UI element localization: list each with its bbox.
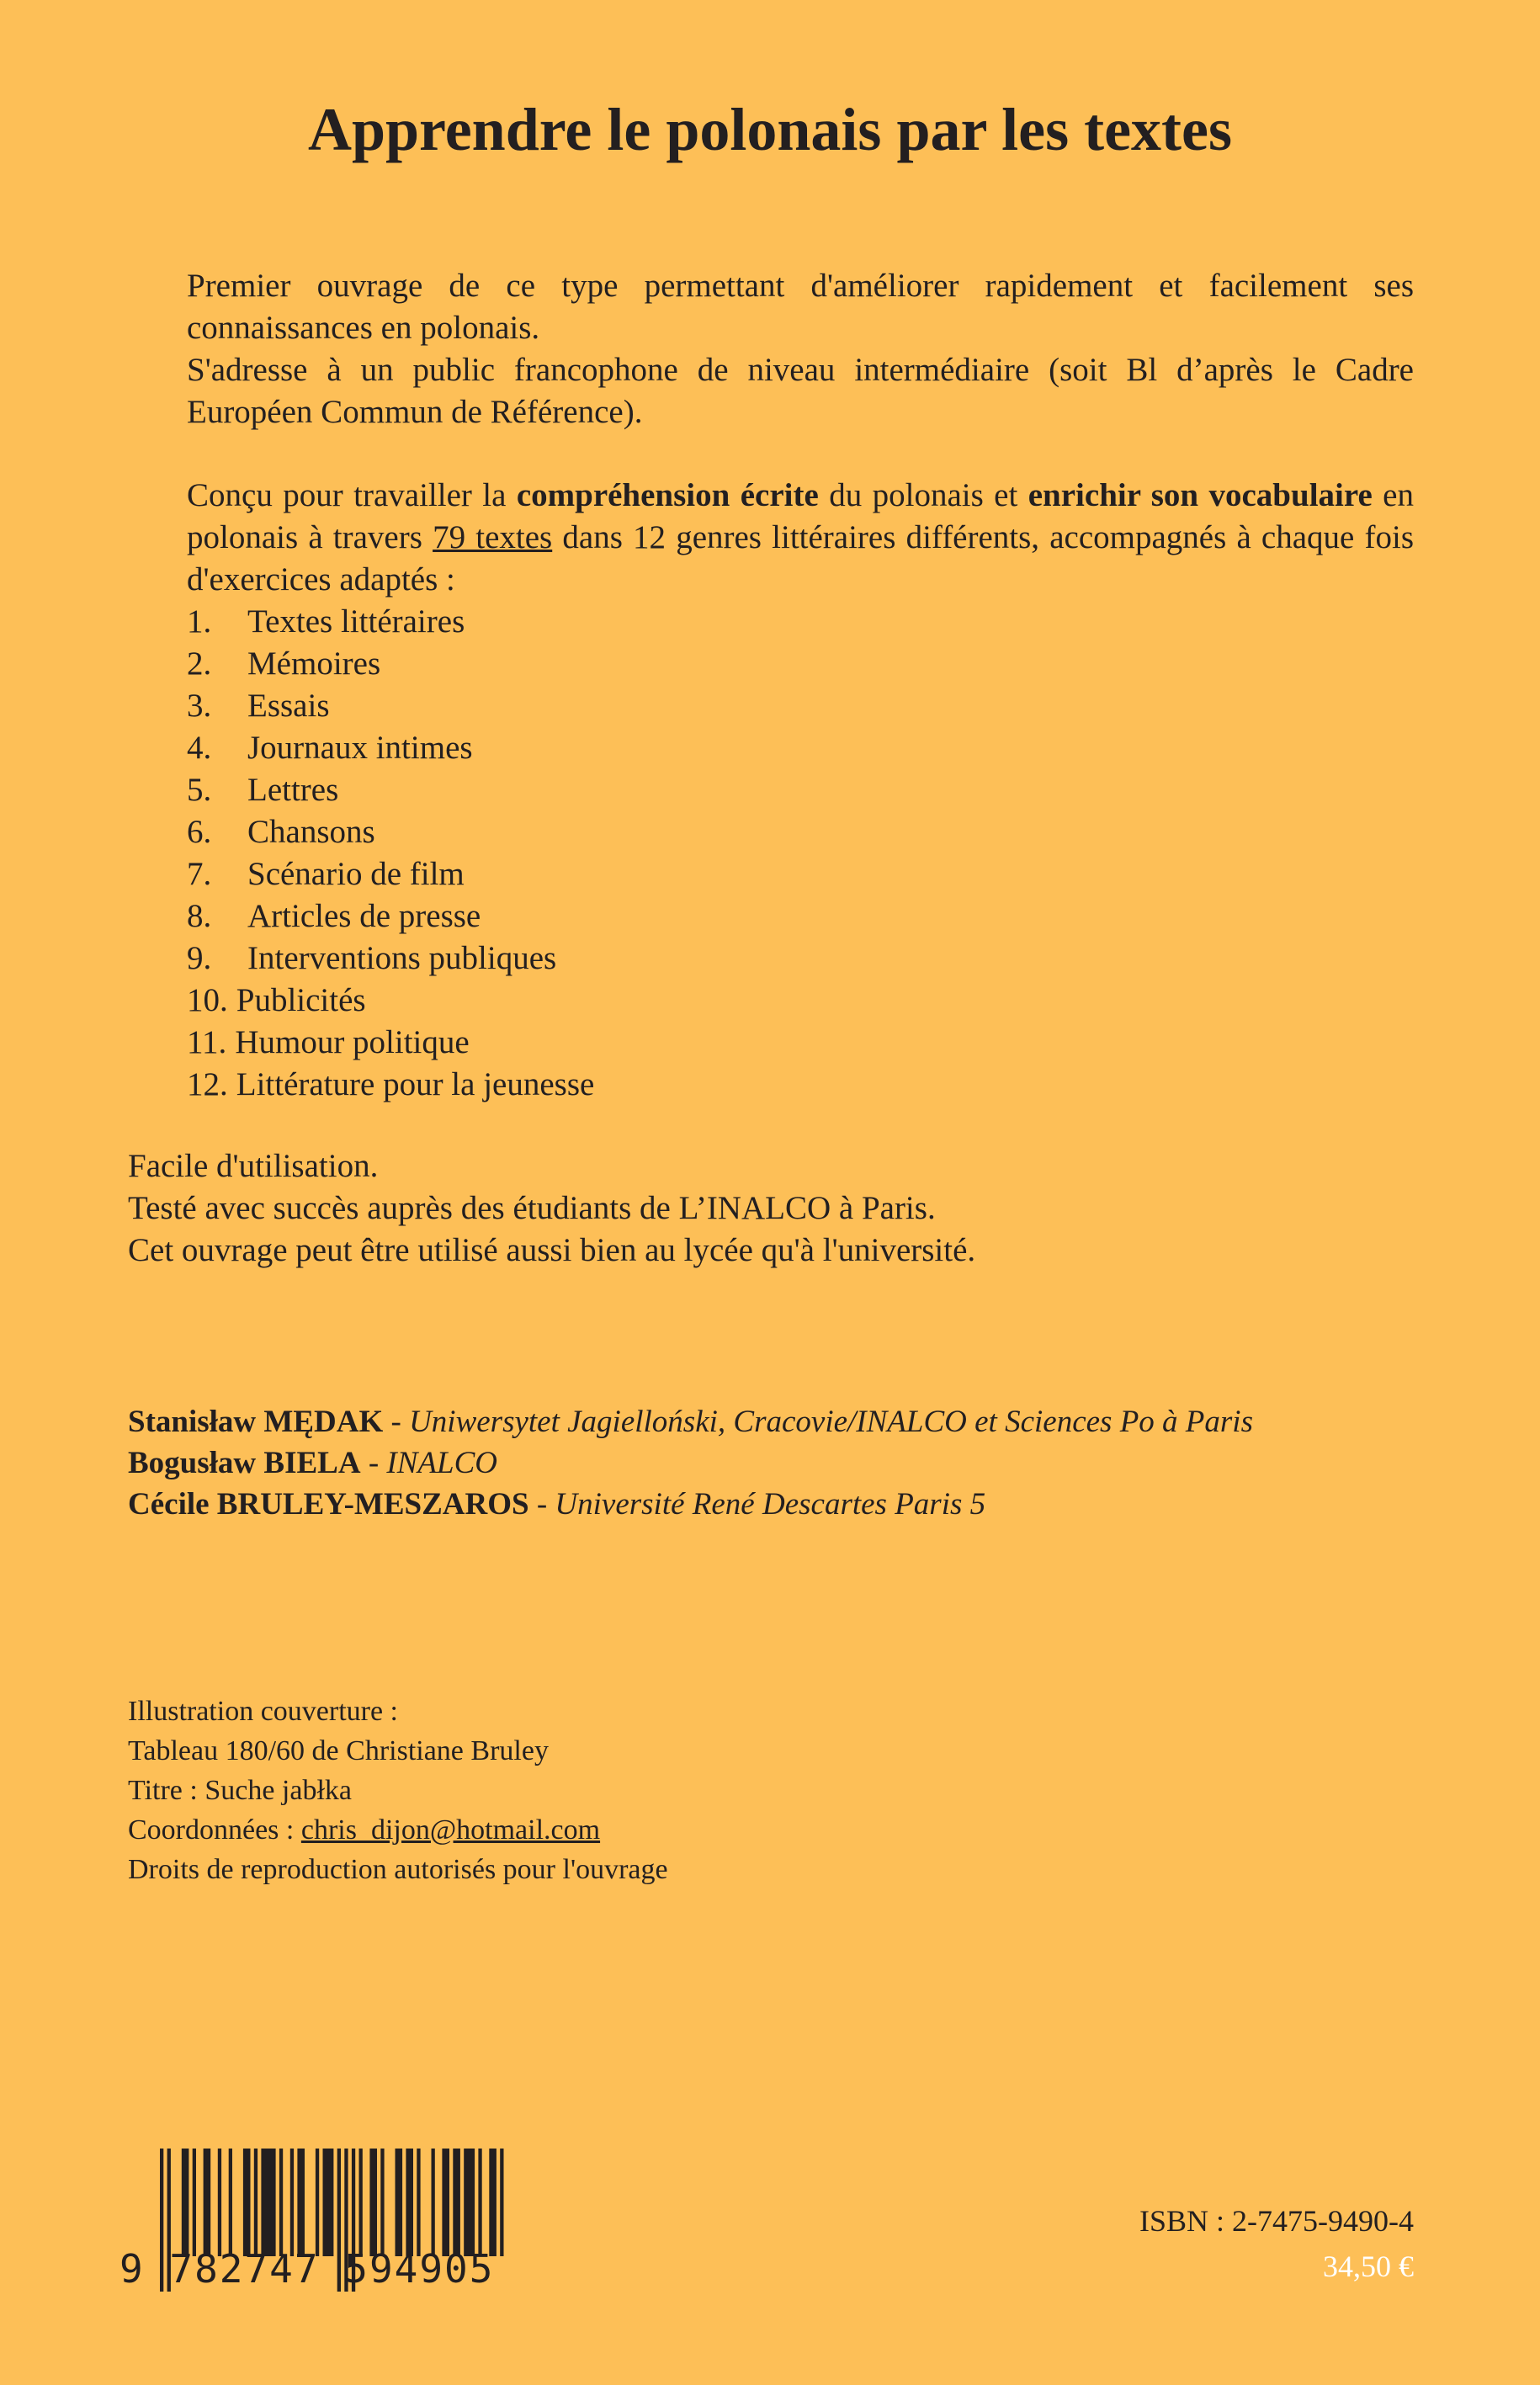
barcode-bar xyxy=(489,2149,497,2256)
genre-number: 9. xyxy=(187,940,212,976)
genre-label: Textes littéraires xyxy=(247,603,465,640)
barcode-bar xyxy=(442,2149,449,2256)
genre-item xyxy=(187,685,594,727)
genre-label: Articles de presse xyxy=(247,898,481,934)
author-line xyxy=(128,1442,1253,1484)
barcode-bar xyxy=(182,2149,189,2256)
barcode-bar xyxy=(254,2149,258,2256)
barcode-bar xyxy=(478,2149,481,2256)
authors-block xyxy=(128,1401,1253,1525)
illustration-painting: Tableau 180/60 de Christiane Bruley xyxy=(128,1735,549,1766)
genre-number: 2. xyxy=(187,645,212,682)
genre-item xyxy=(187,1022,594,1064)
barcode-bar xyxy=(193,2149,196,2256)
author-line xyxy=(128,1401,1253,1442)
isbn: ISBN : 2-7475-9490-4 xyxy=(1139,2204,1414,2238)
barcode-bar xyxy=(243,2149,251,2256)
barcode-bar xyxy=(464,2149,475,2256)
genre-label: Interventions publiques xyxy=(247,940,557,976)
genre-number: 10. xyxy=(187,982,228,1018)
barcode-bar xyxy=(323,2149,334,2256)
barcode-bar xyxy=(432,2149,435,2256)
genre-label: Publicités xyxy=(236,982,366,1018)
concept-bold-comprehension: compréhension écrite xyxy=(516,477,819,513)
genre-item xyxy=(187,1064,594,1106)
genre-label: Lettres xyxy=(247,772,339,808)
concept-text: en polonais à travers xyxy=(187,477,1414,555)
barcode-bar xyxy=(453,2149,460,2256)
barcode-bar xyxy=(297,2149,305,2256)
barcode-bar xyxy=(500,2149,503,2256)
genre-number: 6. xyxy=(187,814,212,850)
intro-block xyxy=(128,265,1414,433)
author-name: Cécile BRULEY-MESZAROS xyxy=(128,1487,529,1522)
intro-paragraph-2: S'adresse à un public francophone de niveau intermédiaire (soit Bl d’après le Cadre Européen Commun de Référence). xyxy=(187,352,1414,430)
barcode-bar xyxy=(359,2149,363,2256)
genre-item xyxy=(187,601,594,643)
genre-item xyxy=(187,769,594,811)
author-affiliation: Uniwersytet Jagielloński, Cracovie/INALCO et Sciences Po à Paris xyxy=(409,1405,1253,1439)
genre-number: 3. xyxy=(187,688,212,724)
genre-list xyxy=(187,601,594,1106)
genre-item xyxy=(187,727,594,769)
genre-label: Mémoires xyxy=(247,645,381,682)
author-name: Bogusław BIELA xyxy=(128,1446,361,1480)
genre-number: 7. xyxy=(187,856,212,892)
genre-label: Essais xyxy=(247,688,330,724)
concept-paragraph xyxy=(128,475,1414,601)
genre-number: 4. xyxy=(187,730,212,766)
genre-label: Chansons xyxy=(247,814,375,850)
concept-bold-vocabulary: enrichir son vocabulaire xyxy=(1028,477,1373,513)
feature-line: Facile d'utilisation. xyxy=(128,1148,379,1184)
barcode-bar xyxy=(279,2149,283,2256)
genre-label: Scénario de film xyxy=(247,856,465,892)
illustration-title: Titre : Suche jabłka xyxy=(128,1775,352,1806)
illustration-contact xyxy=(128,1810,668,1850)
illustration-heading: Illustration couverture : xyxy=(128,1696,399,1727)
author-name: Stanisław MĘDAK xyxy=(128,1405,384,1439)
barcode-bar xyxy=(229,2149,232,2256)
barcode-bar xyxy=(417,2149,420,2256)
contact-label: Coordonnées : xyxy=(128,1814,301,1846)
author-line xyxy=(128,1484,1253,1525)
genre-item xyxy=(187,643,594,685)
price: 34,50 € xyxy=(1323,2250,1414,2283)
concept-underlined-count: 79 textes xyxy=(433,519,553,555)
genre-label: Littérature pour la jeunesse xyxy=(236,1066,595,1102)
barcode-bar xyxy=(369,2149,377,2256)
genre-item xyxy=(187,938,594,980)
genre-item xyxy=(187,811,594,853)
illustration-credits xyxy=(128,1692,668,1889)
separator: - xyxy=(528,1487,555,1522)
genre-number: 11. xyxy=(187,1024,227,1060)
genre-item xyxy=(187,895,594,938)
feature-line: Testé avec succès auprès des étudiants de L’INALCO à Paris. xyxy=(128,1190,936,1226)
genre-item xyxy=(187,853,594,895)
concept-block xyxy=(128,475,1414,601)
barcode-bar xyxy=(261,2149,275,2256)
features-block xyxy=(128,1145,975,1272)
book-title: Apprendre le polonais par les textes xyxy=(307,96,1233,163)
barcode-bar xyxy=(406,2149,413,2256)
barcode-bar xyxy=(396,2149,403,2256)
feature-line: Cet ouvrage peut être utilisé aussi bien au lycée qu'à l'université. xyxy=(128,1232,976,1268)
separator: - xyxy=(360,1446,387,1480)
genre-item xyxy=(187,980,594,1022)
intro-paragraph-1: Premier ouvrage de ce type permettant d'améliorer rapidement et facilement ses connaissances en polonais. xyxy=(187,268,1414,346)
author-affiliation: INALCO xyxy=(386,1446,497,1480)
barcode-bar xyxy=(380,2149,384,2256)
barcode-bar xyxy=(290,2149,294,2256)
barcode-digits: 9 782747 594905 xyxy=(119,2246,495,2292)
barcode-bar xyxy=(316,2149,319,2256)
barcode-bar xyxy=(204,2149,211,2256)
barcode-bar xyxy=(218,2149,221,2256)
genre-number: 1. xyxy=(187,603,212,640)
genre-label: Journaux intimes xyxy=(247,730,473,766)
author-affiliation: Université René Descartes Paris 5 xyxy=(555,1487,986,1522)
contact-email-link[interactable]: chris_dijon@hotmail.com xyxy=(300,1814,601,1846)
illustration-rights: Droits de reproduction autorisés pour l'ouvrage xyxy=(128,1854,668,1885)
concept-text: Conçu pour travailler la xyxy=(187,477,517,513)
genre-number: 8. xyxy=(187,898,212,934)
separator: - xyxy=(383,1405,410,1439)
concept-text: du polonais et xyxy=(818,477,1028,513)
genre-number: 5. xyxy=(187,772,212,808)
concept-text: dans 12 genres littéraires différents, accompagnés à chaque fois d'exercices adaptés : xyxy=(187,519,1415,598)
genre-number: 12. xyxy=(187,1066,228,1102)
genre-label: Humour politique xyxy=(235,1024,470,1060)
